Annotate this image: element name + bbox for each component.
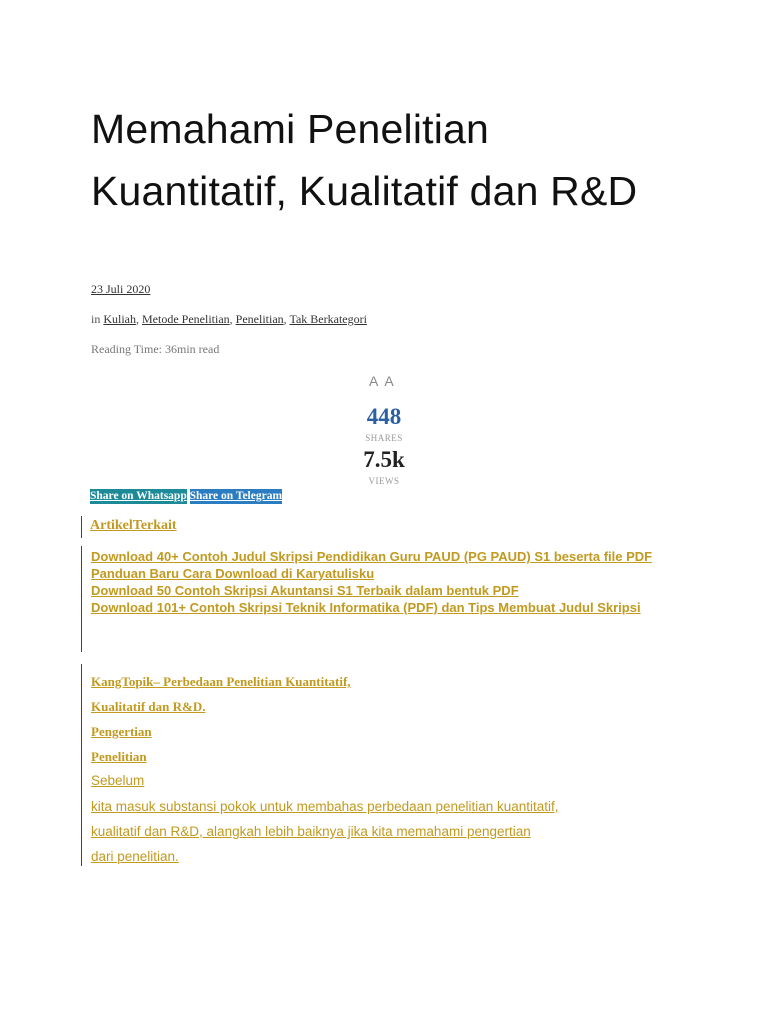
reading-time: Reading Time: 36min read	[91, 342, 220, 356]
article-title: Memahami Penelitian Kuantitatif, Kualitatif dan R&D	[91, 106, 638, 214]
categories-prefix: in	[91, 312, 104, 326]
font-size-toggle	[369, 373, 400, 389]
body-divider	[81, 664, 82, 866]
category-link-tak-berkategori[interactable]: Tak Berkategori	[289, 312, 367, 326]
share-whatsapp-button[interactable]: Share on Whatsapp	[90, 490, 187, 502]
related-articles-list	[91, 548, 691, 616]
shares-label: SHARES	[365, 433, 403, 443]
intro-line-link[interactable]: KangTopik– Perbedaan Penelitian Kuantitatif,	[91, 674, 351, 689]
related-article-link[interactable]: Download 40+ Contoh Judul Skripsi Pendidikan Guru PAUD (PG PAUD) S1 beserta file PDF	[91, 549, 653, 564]
shares-count: 448	[366, 404, 402, 429]
related-list-divider	[81, 546, 82, 652]
related-heading-divider	[81, 516, 82, 538]
share-telegram-button[interactable]: Share on Telegram	[189, 490, 283, 502]
font-larger-button[interactable]: A	[384, 373, 394, 389]
related-articles-heading[interactable]: ArtikelTerkait	[90, 518, 177, 533]
article-date-link[interactable]: 23 Juli 2020	[91, 282, 151, 296]
section-heading-link[interactable]: Pengertian	[91, 724, 152, 739]
category-link-penelitian[interactable]: Penelitian	[235, 312, 284, 326]
article-categories: in Kuliah, Metode Penelitian, Penelitian, Tak Berkategori	[91, 312, 367, 326]
list-item	[91, 548, 691, 565]
list-item	[91, 565, 691, 582]
paragraph-line-link[interactable]: kualitatif dan R&D, alangkah lebih baiknya jika kita memahami pengertian	[91, 824, 531, 839]
related-article-link[interactable]: Panduan Baru Cara Download di Karyatulisku	[91, 566, 375, 581]
paragraph-line-link[interactable]: dari penelitian.	[91, 849, 179, 864]
intro-line-link[interactable]: Kualitatif dan R&D.	[91, 699, 206, 714]
font-smaller-button[interactable]: A	[369, 373, 379, 389]
list-item	[91, 599, 691, 616]
paragraph-line-link[interactable]: Sebelum	[91, 773, 145, 788]
category-link-metode-penelitian[interactable]: Metode Penelitian	[142, 312, 230, 326]
related-article-link[interactable]: Download 101+ Contoh Skripsi Teknik Informatika (PDF) dan Tips Membuat Judul Skripsi	[91, 600, 641, 615]
category-link-kuliah[interactable]: Kuliah	[103, 312, 137, 326]
related-article-link[interactable]: Download 50 Contoh Skripsi Akuntansi S1 Terbaik dalam bentuk PDF	[91, 583, 519, 598]
views-label: VIEWS	[368, 476, 400, 486]
list-item	[91, 582, 691, 599]
share-buttons	[90, 489, 282, 504]
section-heading-link[interactable]: Penelitian	[91, 749, 147, 764]
paragraph-line-link[interactable]: kita masuk substansi pokok untuk membahas perbedaan penelitian kuantitatif,	[91, 799, 559, 814]
views-count: 7.5k	[363, 447, 405, 472]
